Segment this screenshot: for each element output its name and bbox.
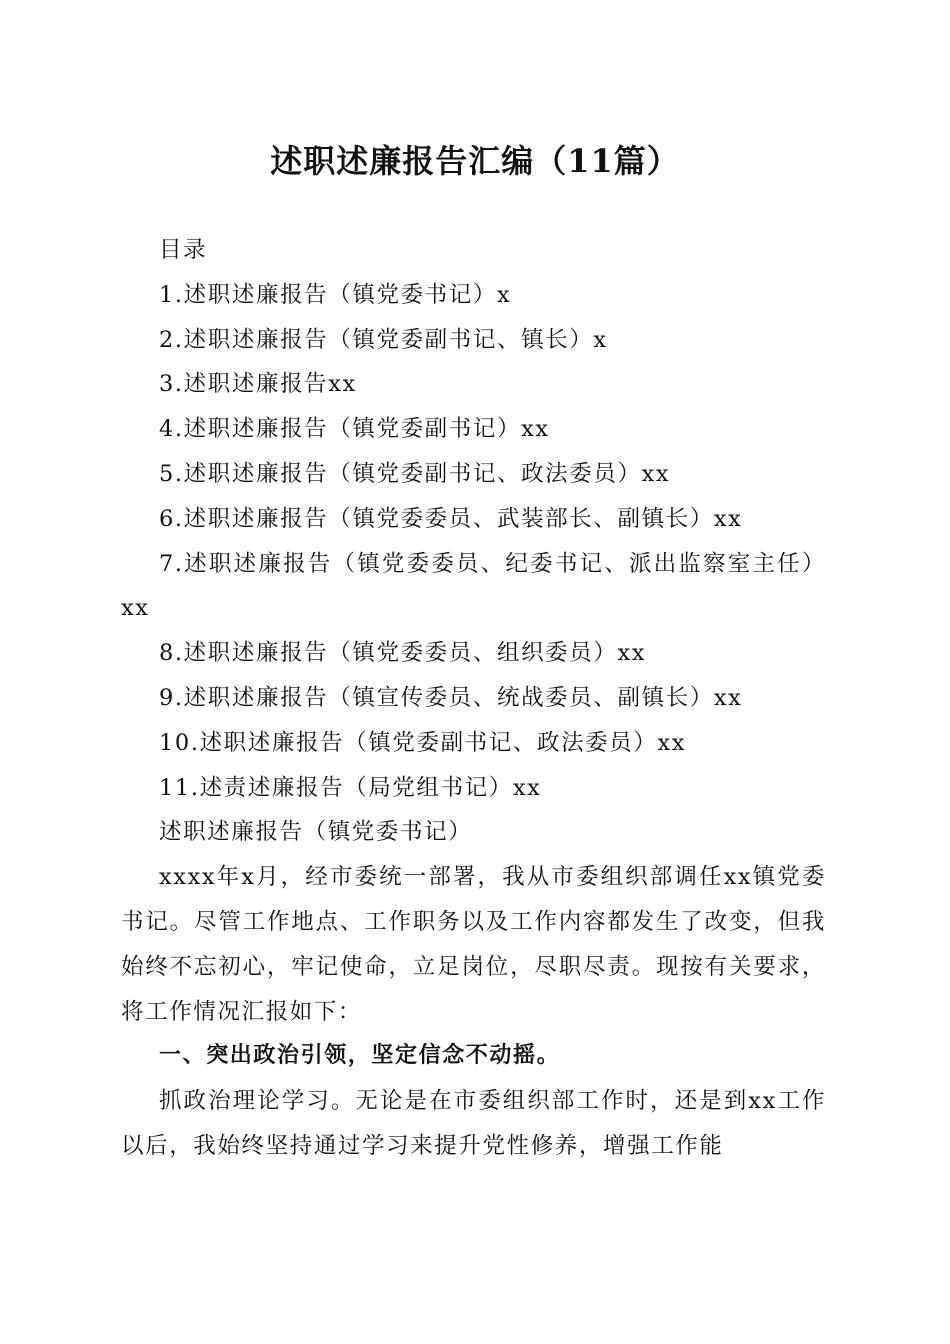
toc-item-11: 11.述责述廉报告（局党组书记）xx <box>159 774 542 801</box>
toc-item-5: 5.述职述廉报告（镇党委副书记、政法委员）xx <box>159 460 671 487</box>
toc-item-4: 4.述职述廉报告（镇党委副书记）xx <box>159 416 550 443</box>
toc-item-6: 6.述职述廉报告（镇党委委员、武装部长、副镇长）xx <box>159 505 743 532</box>
report-subtitle: 述职述廉报告（镇党委书记） <box>159 819 473 846</box>
report-intro-paragraph: xxxx年x月，经市委统一部署，我从市委组织部调任xx镇党委书记。尽管工作地点、工作职务以及工作内容都发生了改变，但我始终不忘初心，牢记使命，立足岗位，尽职尽责。现按有关要求，将工作情况汇报如下： <box>121 864 826 1025</box>
section-1-heading: 一、突出政治引领，坚定信念不动摇。 <box>159 1043 561 1069</box>
toc-item-8: 8.述职述廉报告（镇党委委员、组织委员）xx <box>159 640 647 667</box>
toc-item-10: 10.述职述廉报告（镇党委副书记、政法委员）xx <box>159 729 687 756</box>
document-body <box>121 228 826 1169</box>
toc-item-3: 3.述职述廉报告xx <box>159 371 357 398</box>
document-title: 述职述廉报告汇编（11篇） <box>270 142 680 180</box>
toc-heading: 目录 <box>159 237 208 263</box>
toc-item-9: 9.述职述廉报告（镇宣传委员、统战委员、副镇长）xx <box>159 684 743 711</box>
toc-item-1: 1.述职述廉报告（镇党委书记）x <box>159 281 512 308</box>
section-1-paragraph: 抓政治理论学习。无论是在市委组织部工作时，还是到xx工作以后，我始终坚持通过学习来提升党性修养，增强工作能 <box>121 1088 826 1159</box>
toc-item-7: 7.述职述廉报告（镇党委委员、纪委书记、派出监察室主任）xx <box>121 550 826 622</box>
toc-item-2: 2.述职述廉报告（镇党委副书记、镇长）x <box>159 326 608 353</box>
